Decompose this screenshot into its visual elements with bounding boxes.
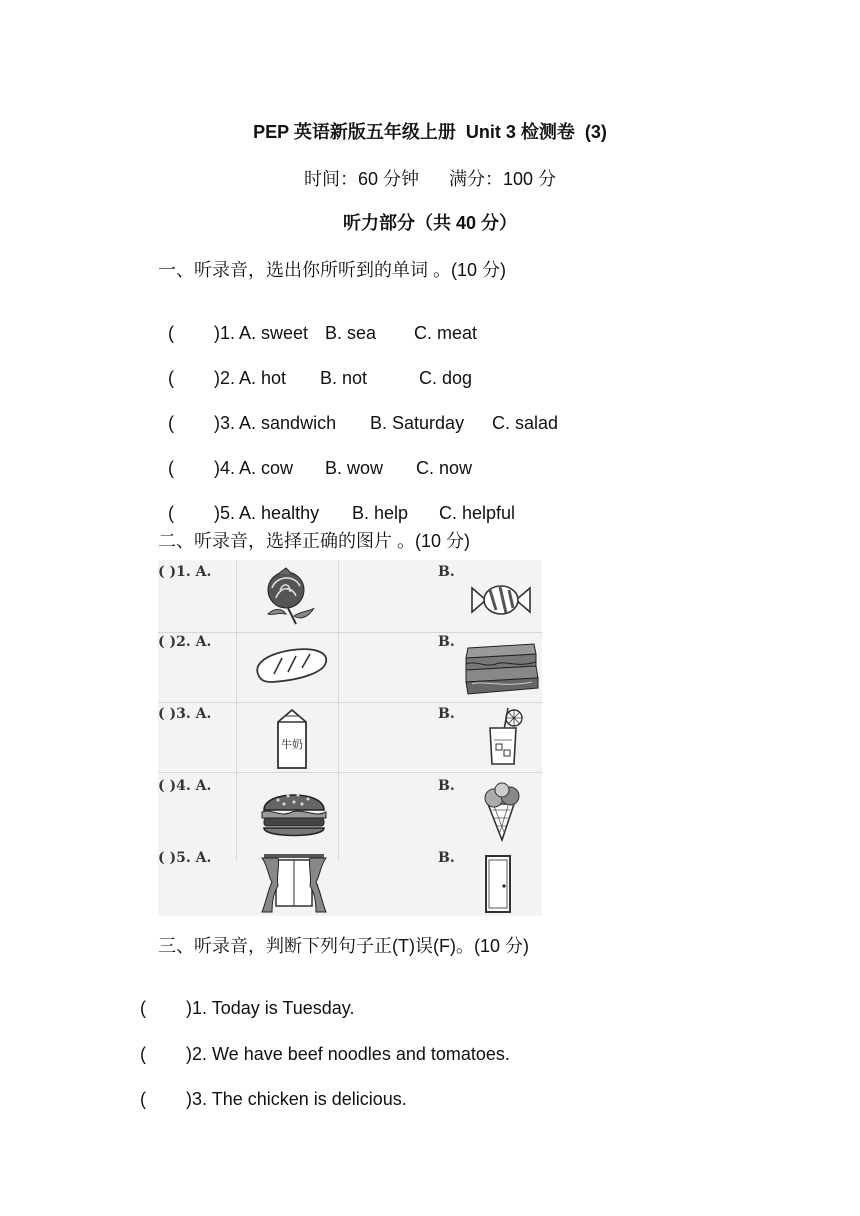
option-b: B. sea	[325, 323, 377, 343]
option-c: C. now	[416, 458, 473, 478]
s1-question-2	[158, 347, 472, 389]
answer-paren: (	[168, 323, 175, 343]
window-curtain-icon	[258, 852, 330, 914]
s3-question-text: )2. We have beef noodles and tomatoes.	[186, 1044, 510, 1064]
s1-question-5	[158, 482, 515, 524]
option-b: B. wow	[325, 458, 384, 478]
rose-icon	[258, 564, 320, 626]
section1-heading: 一、听录音，选出你所听到的单词 。(10 分)	[158, 260, 507, 280]
s1-question-3	[158, 392, 558, 434]
answer-paren: (	[168, 503, 175, 523]
part-title: 听力部分（共 40 分）	[342, 213, 518, 233]
q-num: )1. A. sweet	[214, 323, 309, 343]
answer-paren: (	[168, 413, 175, 433]
pic-row-1-label: ( )1. A.	[158, 564, 212, 580]
carton-label: 牛奶	[281, 738, 303, 751]
pic-row-5-b: B.	[438, 850, 455, 866]
milk-carton-icon	[272, 706, 312, 770]
option-b: B. help	[352, 503, 409, 523]
bread-icon	[252, 644, 332, 686]
pic-row-1-b: B.	[438, 564, 455, 580]
pic-row-5-label: ( )5. A.	[158, 850, 212, 866]
page-title: PEP 英语新版五年级上册 Unit 3 检测卷 (3)	[253, 122, 607, 142]
s3-question-2	[130, 1023, 510, 1065]
s1-question-4	[158, 437, 472, 479]
section3-heading: 三、听录音，判断下列句子正(T)误(F)。(10 分)	[158, 936, 529, 956]
pic-row-4-label: ( )4. A.	[158, 778, 212, 794]
pic-row-4-b: B.	[438, 778, 455, 794]
answer-paren: (	[168, 368, 175, 388]
option-b: B. Saturday	[370, 413, 465, 433]
q-num: )4. A. cow	[214, 458, 294, 478]
option-c: C. meat	[414, 323, 478, 343]
answer-paren: (	[140, 1044, 147, 1064]
option-b: B. not	[320, 368, 368, 388]
juice-glass-icon	[484, 706, 524, 768]
option-c: C. dog	[419, 368, 473, 388]
answer-paren: (	[140, 1089, 147, 1109]
pic-row-2-label: ( )2. A.	[158, 634, 212, 650]
pic-row-2-b: B.	[438, 634, 455, 650]
candy-icon	[468, 578, 534, 622]
s3-question-3	[130, 1068, 407, 1110]
pic-row-3-b: B.	[438, 706, 455, 722]
hamburger-icon	[258, 780, 330, 842]
pic-row-3-label: ( )3. A.	[158, 706, 212, 722]
option-c: C. salad	[492, 413, 559, 433]
q-num: )5. A. healthy	[214, 503, 320, 523]
q-num: )2. A. hot	[214, 368, 287, 388]
ice-cream-icon	[480, 782, 524, 842]
s3-question-text: )1. Today is Tuesday.	[186, 998, 355, 1018]
q-num: )3. A. sandwich	[214, 413, 337, 433]
s3-question-text: )3. The chicken is delicious.	[186, 1089, 407, 1109]
answer-paren: (	[168, 458, 175, 478]
door-icon	[484, 854, 512, 914]
exam-meta: 时间：60 分钟 满分：100 分	[303, 169, 557, 189]
sandwich-icon	[462, 640, 540, 698]
answer-paren: (	[140, 998, 147, 1018]
s3-question-1	[130, 977, 354, 1019]
s1-question-1	[158, 302, 477, 344]
option-c: C. helpful	[439, 503, 516, 523]
section2-heading: 二、听录音，选择正确的图片 。(10 分)	[158, 531, 471, 551]
picture-panel	[158, 560, 542, 916]
